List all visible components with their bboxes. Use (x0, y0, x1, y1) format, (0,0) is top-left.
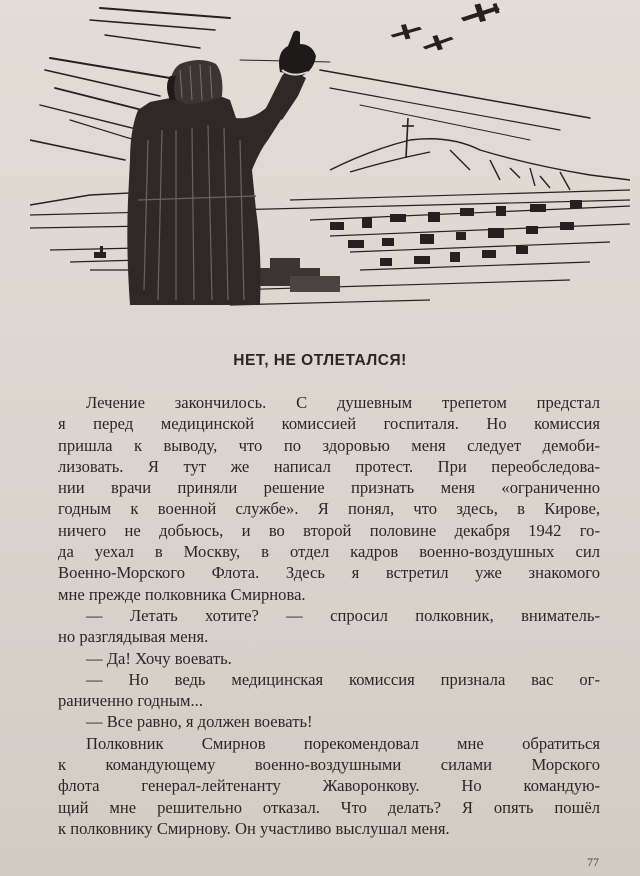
chapter-heading: НЕТ, НЕ ОТЛЕТАЛСЯ! (233, 352, 407, 369)
illustration-soldier-waving (30, 0, 630, 318)
text-line: мне прежде полковника Смирнова. (58, 584, 306, 604)
text-line: — Все равно, я должен воевать! (86, 712, 313, 732)
text-line: Военно-Морского Флота. Здесь я встретил уже знакомого (58, 563, 600, 583)
airplanes (389, 0, 501, 54)
text-line: щий мне решительно отказал. Что делать? Я опять пошёл (58, 797, 600, 817)
body-text (58, 392, 600, 839)
text-line: флота генерал-лейтенанту Жаворонкову. Но командую- (58, 776, 600, 796)
text-line: раниченно годным... (58, 691, 203, 711)
text-line: Полковник Смирнов порекомендовал мне обратиться (86, 733, 600, 753)
text-line: нии врачи приняли решение признать меня «ограниченно (58, 478, 600, 498)
page-number: 77 (587, 855, 599, 869)
text-line: — Летать хотите? — спросил полковник, вниматель- (86, 605, 600, 625)
text-line: годным к военной службе». Я понял, что здесь, в Кирове, (58, 499, 600, 519)
text-line: — Да! Хочу воевать. (86, 648, 232, 668)
text-line: — Но ведь медицинская комиссия признала вас ог- (86, 669, 600, 689)
text-line: да уехал в Москву, в отдел кадров военно-воздушных сил (58, 542, 600, 562)
text-line: Лечение закончилось. С душевным трепетом предстал (86, 393, 600, 412)
text-line: к полковнику Смирнову. Он участливо выслушал меня. (58, 818, 450, 838)
text-line: пришла к выводу, что по здоровью меня следует демоби- (58, 435, 600, 455)
text-line: ничего не добьюсь, и во второй половине декабря 1942 го- (58, 520, 600, 540)
text-line: я перед медицинской комиссией госпиталя. Но комиссия (58, 414, 600, 434)
text-line: но разглядывая меня. (58, 627, 209, 647)
text-line: лизовать. Я тут же написал протест. При переобследова- (58, 456, 600, 476)
text-line: к командующему военно-воздушными силами Морского (58, 755, 600, 775)
